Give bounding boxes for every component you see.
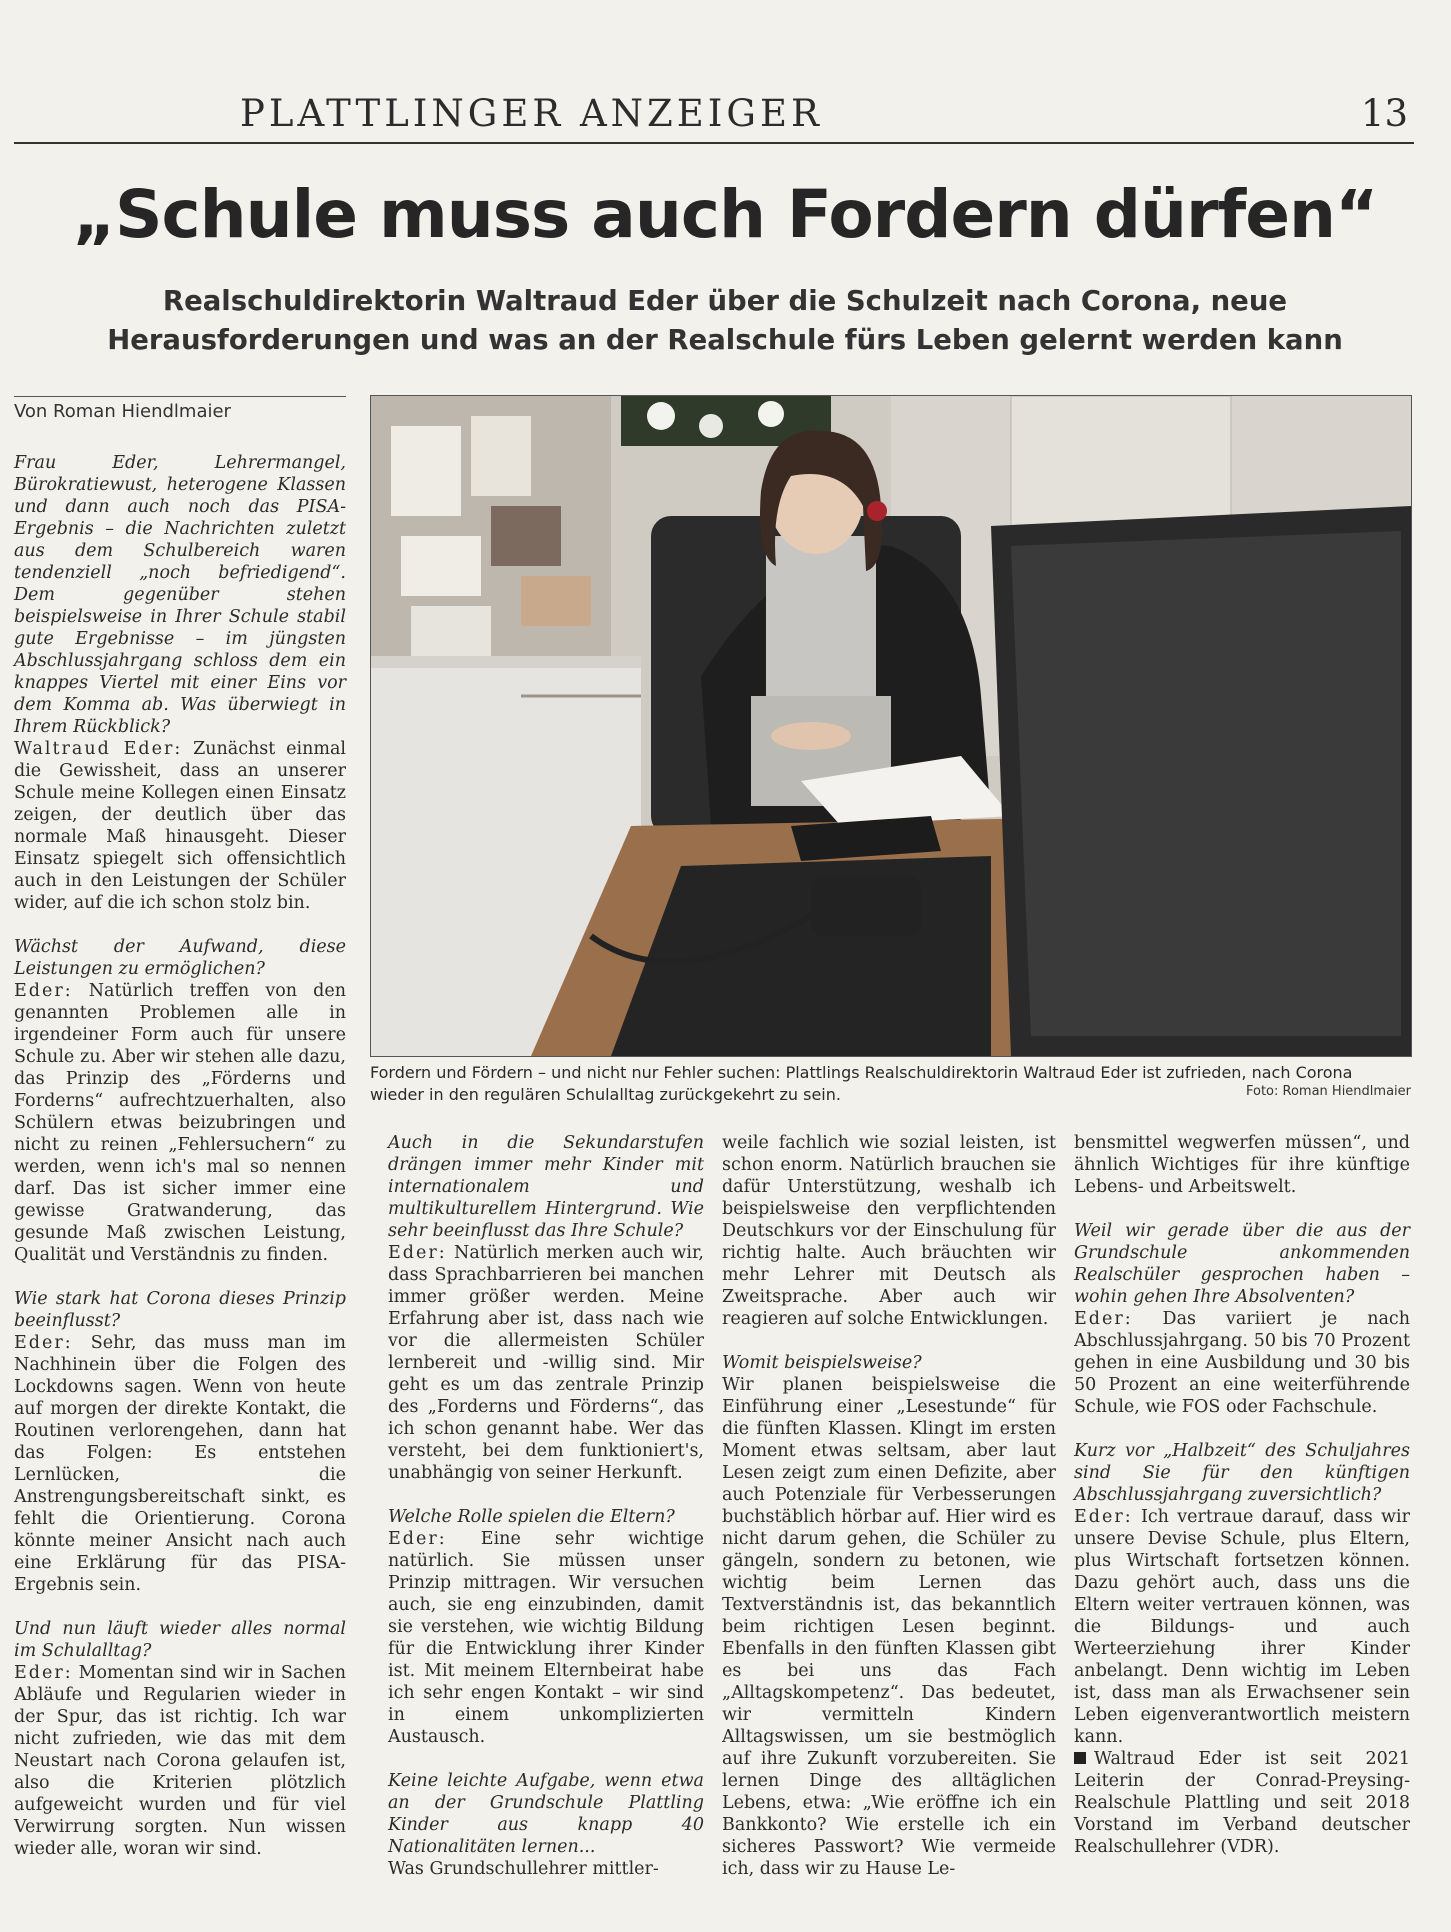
article-photo (370, 395, 1412, 1057)
speaker-label: Eder: (14, 1333, 73, 1353)
paragraph-text: bensmittel wegwerfen müssen“, und ähnlich Wichtiges für ihre künftige Lebens- und Arbeitswelt. (1074, 1133, 1410, 1197)
paragraph-spacer (14, 914, 346, 936)
paragraph-text: Ich vertraue darauf, dass wir unsere Devise Schule, plus Eltern, plus Wirtschaft fortsetzen können. Dazu gehört auch, dass uns die Eltern weiter vertrauen können, was die Bildungs- und auch Werteerziehung ihrer Kinder anbelangt. Denn wichtig im Leben ist, dass man als Erwachsener sein Leben eigenverantwortlich meistern kann. (1074, 1507, 1410, 1747)
paragraph-text: Zunächst einmal die Gewissheit, dass an unserer Schule meine Kollegen einen Einsatz zeigen, der deutlich über das normale Maß hinausgeht. Dieser Einsatz spiegelt sich offensichtlich auch in den Leistungen der Schüler wider, auf die ich schon stolz bin. (14, 739, 346, 913)
article-paragraph (722, 1374, 1056, 1880)
author-bio (1074, 1748, 1410, 1858)
paragraph-spacer (722, 1330, 1056, 1352)
paragraph-text: Das variiert je nach Abschlussjahrgang. 50 bis 70 Prozent gehen in eine Ausbildung und 30 bis 50 Prozent an eine weiterführende Schule, wie FOS oder Fachschule. (1074, 1309, 1410, 1417)
speaker-label: Eder: (388, 1529, 447, 1549)
paragraph-text: Sehr, das muss man im Nachhinein über die Folgen des Lockdowns sagen. Wenn von heute auf morgen der direkte Kontakt, die Routinen verlorengehen, dann hat das Folgen: Es entstehen Lernlücken, die Anstrengungsbereitschaft sinkt, es fehlt die Orientierung. Corona könnte meiner Ansicht nach auch eine Erklärung für das PISA-Ergebnis sein. (14, 1333, 346, 1595)
paragraph-text: Welche Rolle spielen die Eltern? (388, 1507, 675, 1527)
paragraph-spacer (14, 1596, 346, 1618)
paragraph-text: Wir planen beispielsweise die Einführung einer „Lesestunde“ für die fünften Klassen. Klingt im ersten Moment etwas seltsam, aber laut Lesen zeigt zum einen Defizite, aber auch Potenziale für Verbesserungen buchstäblich hörbar auf. Hier wird es nicht darum gehen, die Schüler zu gängeln, sondern zu betonen, wie wichtig beim Lernen das Textverständnis ist, das bekanntlich beim richtigen Lesen beginnt. Ebenfalls in den fünften Klassen gibt es bei uns das Fach „Alltagskompetenz“. Das bedeutet, wir vermitteln Kindern Alltagswissen, um sie bestmöglich auf ihre Zukunft vorzubereiten. Sie lernen Dinge des alltäglichen Lebens, etwa: „Wie eröffne ich ein Bankkonto? Wie erstelle ich ein sicheres Passwort? Wie vermeide ich, dass wir zu Hause Le- (722, 1375, 1056, 1879)
paragraph-text: weile fachlich wie sozial leisten, ist schon enorm. Natürlich brauchen sie dafür Unterstützung, weshalb ich beispielsweise den verpflichtenden Deutschkurs vor der Einschulung für richtig halte. Auch bräuchten wir mehr Lehrer mit Deutsch als Zweitsprache. Aber auch wir reagieren auf solche Entwicklungen. (722, 1133, 1056, 1329)
interview-answer (14, 980, 346, 1266)
speaker-label: Eder: (1074, 1507, 1133, 1527)
interview-answer (14, 1662, 346, 1860)
interview-question (1074, 1440, 1410, 1506)
paragraph-text: Kurz vor „Halbzeit“ des Schuljahres sind Sie für den künftigen Abschlussjahrgang zuversichtlich? (1074, 1441, 1410, 1505)
paragraph-text: Natürlich treffen von den genannten Problemen alle in irgendeiner Form auch für unsere Schule zu. Aber wir stehen alle dazu, das Prinzip des „Förderns und Forderns“ aufrechtzuerhalten, also Schülern etwas beizubringen und nicht zu reinen „Fehlersuchern“ zu werden, wenn ich's mal so nennen darf. Das ist sicher immer eine gewisse Gratwanderung, das gesunde Maß zwischen Leistung, Qualität und Verständnis zu finden. (14, 981, 346, 1265)
paragraph-text: Eine sehr wichtige natürlich. Sie müssen unser Prinzip mittragen. Wir versuchen auch, sie eng einzubinden, damit sie verstehen, wie wichtig Bildung für die Entwicklung ihrer Kinder ist. Mit meinem Elternbeirat habe ich sehr engen Kontakt – wir sind in einem unkomplizierten Austausch. (388, 1529, 704, 1747)
speaker-label: Eder: (14, 981, 73, 1001)
author-byline: Von Roman Hiendlmaier (14, 396, 346, 422)
bullet-square-icon (1074, 1752, 1086, 1764)
paragraph-spacer (388, 1484, 704, 1506)
paragraph-spacer (1074, 1198, 1410, 1220)
subheadline-line-2: Herausforderungen und was an der Realschule fürs Leben gelernt werden kann (107, 324, 1343, 356)
paragraph-spacer (1074, 1418, 1410, 1440)
paragraph-text: Wächst der Aufwand, diese Leistungen zu ermöglichen? (14, 937, 346, 979)
paragraph-text: Keine leichte Aufgabe, wenn etwa an der Grundschule Plattling Kinder aus knapp 40 Nationalitäten lernen... (388, 1771, 704, 1857)
subheadline (10, 282, 1440, 360)
article-paragraph (722, 1132, 1056, 1330)
speaker-label: Eder: (388, 1243, 447, 1263)
speaker-label: Eder: (14, 1663, 73, 1683)
interview-answer (388, 1242, 704, 1484)
speaker-label: Waltraud Eder: (14, 739, 183, 759)
interview-question (722, 1352, 1056, 1374)
article-paragraph (388, 1858, 704, 1880)
interview-answer (388, 1528, 704, 1748)
interview-answer (14, 1332, 346, 1596)
interview-question (388, 1506, 704, 1528)
subheadline-line-1: Realschuldirektorin Waltraud Eder über die Schulzeit nach Corona, neue (162, 285, 1288, 317)
interview-answer (1074, 1308, 1410, 1418)
interview-question (388, 1770, 704, 1858)
headline: „Schule muss auch Fordern dürfen“ (72, 176, 1378, 253)
paragraph-text: Waltraud Eder ist seit 2021 Leiterin der Conrad-Preysing-Realschule Plattling und seit 2018 Vorstand im Verband deutscher Realschullehrer (VDR). (1074, 1749, 1410, 1857)
paragraph-text: Weil wir gerade über die aus der Grundschule ankommenden Realschüler gesprochen haben – wohin gehen Ihre Absolventen? (1074, 1221, 1410, 1307)
masthead (14, 92, 1414, 144)
interview-question (1074, 1220, 1410, 1308)
photo-caption: Fordern und Fördern – und nicht nur Fehler suchen: Plattlings Realschuldirektorin Waltraud Eder ist zufrieden, nach Corona wieder in den regulären Schulalltag zurückgekehrt zu sein. (370, 1063, 1353, 1104)
article-column-4 (1074, 1132, 1410, 1858)
newspaper-name: PLATTLINGER ANZEIGER (240, 92, 823, 135)
interview-question (14, 452, 346, 738)
article-column-1 (14, 452, 346, 1860)
article-column-3 (722, 1132, 1056, 1880)
photo-credit: Foto: Roman Hiendlmaier (1245, 1084, 1411, 1099)
paragraph-text: Wie stark hat Corona dieses Prinzip beeinflusst? (14, 1289, 346, 1331)
interview-question (14, 1288, 346, 1332)
paragraph-text: Natürlich merken auch wir, dass Sprachbarrieren bei manchen immer größer werden. Meine Erfahrung aber ist, dass nach wie vor die allermeisten Schüler lernbereit und -willig sind. Mir geht es um das zentrale Prinzip des „Forderns und Förderns“, das ich schon genannt habe. Wer das versteht, bei dem funktioniert's, unabhängig von seiner Herkunft. (388, 1243, 704, 1483)
interview-answer (14, 738, 346, 914)
paragraph-text: Momentan sind wir in Sachen Abläufe und Regularien wieder in der Spur, das ist richtig. Ich war nicht zufrieden, wie das mit dem Neustart nach Corona gelaufen ist, also die Kriterien plötzlich aufgeweicht wurden und für viel Verwirrung sorgten. Nun wissen wieder alle, woran wir sind. (14, 1663, 346, 1859)
interview-question (14, 1618, 346, 1662)
speaker-label: Eder: (1074, 1309, 1133, 1329)
paragraph-text: Und nun läuft wieder alles normal im Schulalltag? (14, 1619, 346, 1661)
paragraph-text: Frau Eder, Lehrermangel, Bürokratiewust, heterogene Klassen und dann auch noch das PISA-Ergebnis – die Nachrichten zuletzt aus dem Schulbereich waren tendenziell „noch befriedigend“. Dem gegenüber stehen beispielsweise in Ihrer Schule stabil gute Ergebnisse – im jüngsten Abschlussjahrgang schloss dem ein knappes Viertel mit einer Eins vor dem Komma ab. Was überwiegt in Ihrem Rückblick? (14, 453, 346, 737)
paragraph-text: Auch in die Sekundarstufen drängen immer mehr Kinder mit internationalem und multikulturellem Hintergrund. Wie sehr beeinflusst das Ihre Schule? (388, 1133, 704, 1241)
page-number: 13 (1360, 92, 1408, 135)
interview-question (14, 936, 346, 980)
interview-answer (1074, 1506, 1410, 1748)
article-column-2 (388, 1132, 704, 1880)
paragraph-spacer (388, 1748, 704, 1770)
article-paragraph (1074, 1132, 1410, 1198)
paragraph-spacer (14, 1266, 346, 1288)
paragraph-text: Was Grundschullehrer mittler- (388, 1859, 659, 1879)
paragraph-text: Womit beispielsweise? (722, 1353, 922, 1373)
office-photo-illustration (371, 396, 1411, 1056)
interview-question (388, 1132, 704, 1242)
